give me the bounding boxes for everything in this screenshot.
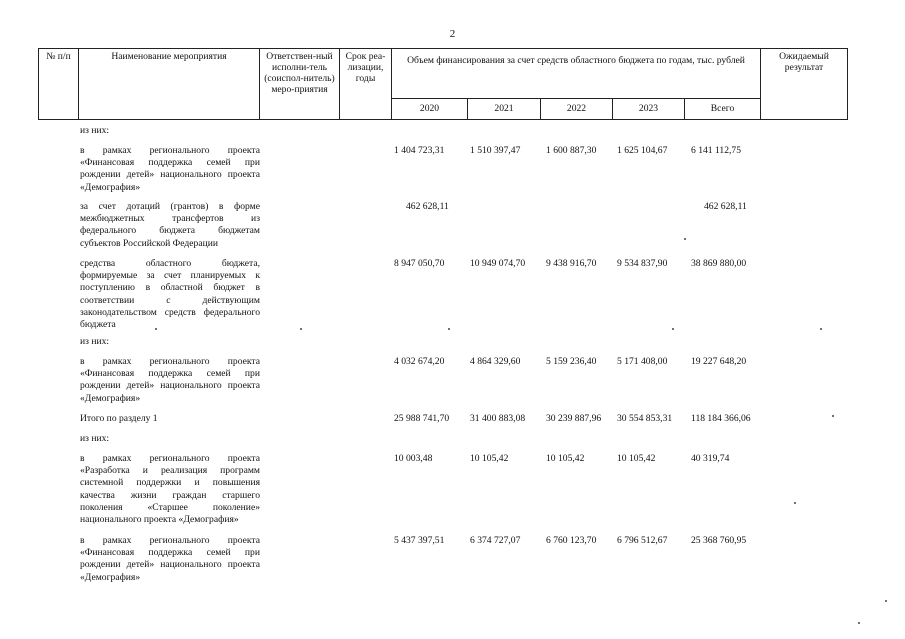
scan-speck: [448, 328, 450, 330]
row-5-value-2023: 5 171 408,00: [617, 356, 668, 367]
scan-speck: [684, 238, 686, 240]
row-0-description: из них:: [80, 125, 110, 136]
row-9-value-2023: 6 796 512,67: [617, 535, 668, 546]
row-8-value-2021: 10 105,42: [470, 453, 509, 464]
row-5-description: в рамках регионального проекта «Финансовая поддержка семей при рождении детей» национального проекта «Демография»: [80, 356, 260, 404]
row-3-value-2023: 9 534 837,90: [617, 258, 668, 269]
row-5-value-total: 19 227 648,20: [691, 356, 747, 367]
header-year-2021: 2021: [468, 99, 541, 120]
header-col-result: Ожидаемый результат: [761, 49, 848, 120]
row-4-description: из них:: [80, 336, 110, 347]
scan-speck: [672, 328, 674, 330]
row-6-description: Итого по разделу 1: [80, 413, 158, 424]
header-year-2022: 2022: [541, 99, 613, 120]
row-3-value-2020: 8 947 050,70: [394, 258, 445, 269]
row-8-value-total: 40 319,74: [691, 453, 730, 464]
scan-speck: [832, 415, 834, 417]
row-1-value-2022: 1 600 887,30: [546, 145, 597, 156]
row-5-value-2021: 4 864 329,60: [470, 356, 521, 367]
row-6-value-2021: 31 400 883,08: [470, 413, 526, 424]
row-9-value-2021: 6 374 727,07: [470, 535, 521, 546]
row-7-description: из них:: [80, 433, 110, 444]
header-col-term: Срок реа-лизации, годы: [340, 49, 392, 120]
row-8-description: в рамках регионального проекта «Разработка и реализация программ системной поддержки и повышения качества жизни граждан старшего поколения «Старшее поколение» национального проекта «Демография»: [80, 453, 260, 526]
row-6-value-2023: 30 554 853,31: [617, 413, 673, 424]
header-col-executor: Ответствен-ный исполни-тель (соиспол-нитель) меро-приятия: [260, 49, 340, 120]
page-number: 2: [449, 28, 456, 40]
row-9-value-2020: 5 437 397,51: [394, 535, 445, 546]
row-6-value-2020: 25 988 741,70: [394, 413, 450, 424]
scan-speck: [885, 600, 887, 602]
row-8-value-2022: 10 105,42: [546, 453, 585, 464]
row-8-value-2020: 10 003,48: [394, 453, 433, 464]
row-2-description: за счет дотаций (грантов) в форме межбюджетных трансфертов из федерального бюджета бюджетам субъектов Российской Федерации: [80, 201, 260, 249]
table-header: [38, 48, 848, 120]
row-1-value-total: 6 141 112,75: [691, 145, 742, 156]
scan-speck: [794, 502, 796, 504]
row-8-value-2023: 10 105,42: [617, 453, 656, 464]
row-2-value-2020: 462 628,11: [406, 201, 449, 212]
row-1-value-2020: 1 404 723,31: [394, 145, 445, 156]
row-9-value-total: 25 368 760,95: [691, 535, 747, 546]
header-year-total: Всего: [685, 99, 761, 120]
header-col-name: Наименование мероприятия: [79, 49, 260, 120]
scan-speck: [858, 622, 860, 624]
row-3-value-2021: 10 949 074,70: [470, 258, 526, 269]
scan-speck: [820, 328, 822, 330]
row-1-value-2023: 1 625 104,67: [617, 145, 668, 156]
row-6-value-total: 118 184 366,06: [691, 413, 751, 424]
row-1-description: в рамках регионального проекта «Финансовая поддержка семей при рождении детей» национального проекта «Демография»: [80, 145, 260, 193]
row-5-value-2020: 4 032 674,20: [394, 356, 445, 367]
row-5-value-2022: 5 159 236,40: [546, 356, 597, 367]
row-2-value-total: 462 628,11: [704, 201, 747, 212]
row-6-value-2022: 30 239 887,96: [546, 413, 602, 424]
row-9-description: в рамках регионального проекта «Финансовая поддержка семей при рождении детей» национального проекта «Демография»: [80, 535, 260, 583]
header-year-2023: 2023: [613, 99, 685, 120]
row-9-value-2022: 6 760 123,70: [546, 535, 597, 546]
header-col-number: № п/п: [39, 49, 79, 120]
scan-speck: [155, 328, 157, 330]
row-3-value-total: 38 869 880,00: [691, 258, 747, 269]
row-3-value-2022: 9 438 916,70: [546, 258, 597, 269]
header-year-2020: 2020: [392, 99, 468, 120]
row-1-value-2021: 1 510 397,47: [470, 145, 521, 156]
header-col-financing: Объем финансирования за счет средств областного бюджета по годам, тыс. рублей: [392, 49, 761, 99]
scan-speck: [300, 328, 302, 330]
row-3-description: средства областного бюджета, формируемые за счет планируемых к поступлению в областной бюджет в соответствии с действующим законодательством средств федерального бюджета: [80, 258, 260, 331]
